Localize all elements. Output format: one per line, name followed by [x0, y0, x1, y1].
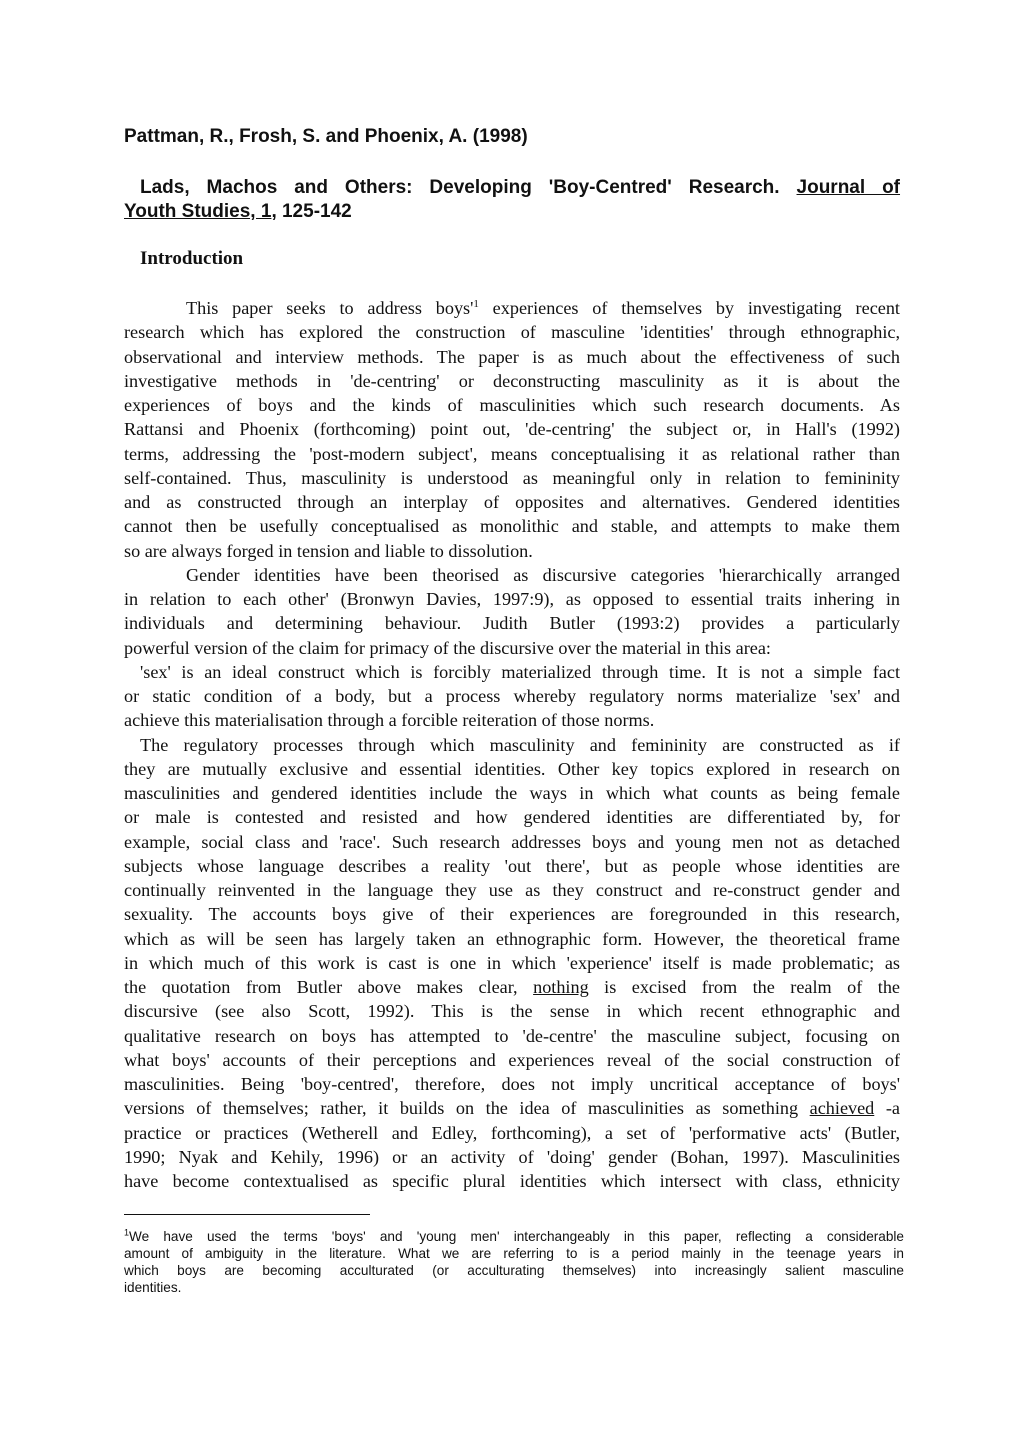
journal-name-part1: Journal of [796, 177, 901, 198]
paragraph-3-line [124, 975, 900, 999]
footnote-line [124, 1228, 904, 1245]
text-span: This paper seeks to address boys' [186, 298, 474, 318]
section-heading-introduction: Introduction [140, 248, 244, 269]
paragraph-3-line: which as will be seen has largely taken an ethnographic form. However, the theoretical frame [124, 928, 900, 949]
paragraph-3-line: example, social class and 'race'. Such research addresses boys and young men not as detached [124, 831, 900, 852]
text-span: We have used the terms 'boys' and 'young men' interchangeably in this paper, reflecting a considerable [129, 1229, 904, 1244]
footnote-line: identities. [124, 1280, 182, 1295]
paragraph-1-line: self-contained. Thus, masculinity is understood as meaningful only in relation to femininity [124, 467, 900, 488]
paragraph-3-line: sexuality. The accounts boys give of their experiences are foregrounded in this research, [124, 904, 900, 925]
paragraph-2-line: individuals and determining behaviour. Judith Butler (1993:2) provides a particularly [124, 613, 900, 634]
citation-authors: Pattman, R., Frosh, S. and Phoenix, A. (1998) [124, 126, 528, 147]
paragraph-2-line: in relation to each other' (Bronwyn Davies, 1997:9), as opposed to essential traits inhering in [124, 589, 900, 609]
footnote-line: amount of ambiguity in the literature. What we are referring to is a period mainly in the teenage years in [124, 1246, 904, 1261]
paragraph-3-line: they are mutually exclusive and essential identities. Other key topics explored in research on [124, 758, 900, 779]
footnote-reference: 1 [473, 297, 479, 310]
text-span: versions of themselves; rather, it builds on the idea of masculinities as something [124, 1098, 810, 1119]
paragraph-3-line [124, 1096, 900, 1120]
footnote-line: which boys are becoming acculturated (or acculturating themselves) into increasingly salient masculine [124, 1263, 904, 1278]
citation-journal-line [124, 200, 900, 224]
paragraph-1-line: experiences of boys and the kinds of masculinities which such research documents. As [124, 395, 900, 415]
block-quote-line: 'sex' is an ideal construct which is forcibly materialized through time. It is not a simple fact [140, 661, 900, 682]
block-quote-line: or static condition of a body, but a process whereby regulatory norms materialize 'sex' and [124, 686, 900, 706]
emphasis-achieved: achieved [809, 1098, 875, 1119]
footnote-divider [124, 1214, 370, 1215]
paragraph-3-line: The regulatory processes through which masculinity and femininity are constructed as if [140, 734, 900, 755]
paragraph-3-line: qualitative research on boys has attempted to 'de-centre' the masculine subject, focusing on [124, 1025, 900, 1046]
paragraph-3-line: continually reinvented in the language they use as they construct and re-construct gender and [124, 880, 900, 900]
text-span: experiences of themselves by investigating recent [478, 298, 900, 318]
article-title: Lads, Machos and Others: Developing 'Boy-Centred' Research. [140, 177, 780, 198]
footnote-marker: 1 [124, 1228, 130, 1238]
paragraph-2-line: powerful version of the claim for primacy of the discursive over the material in this area: [124, 637, 771, 658]
paragraph-3-line: discursive (see also Scott, 1992). This is the sense in which recent ethnographic and [124, 1001, 900, 1022]
paragraph-1-line: Rattansi and Phoenix (forthcoming) point out, 'de-centring' the subject or, in Hall's (1992) [124, 419, 900, 440]
citation-title-line [124, 176, 900, 200]
paragraph-3-line: subjects whose language describes a reality 'out there', but as people whose identities are [124, 855, 900, 876]
paragraph-1-line: investigative methods in 'de-centring' or deconstructing masculinity as it is about the [124, 370, 900, 391]
body-text [124, 296, 900, 1193]
paragraph-1-line: terms, addressing the 'post-modern subject', means conceptualising it as relational rather than [124, 443, 900, 464]
paragraph-3-line: have become contextualised as specific plural identities which intersect with class, ethnicity [124, 1171, 900, 1191]
citation-title-block [124, 176, 900, 224]
paragraph-1-line: observational and interview methods. The paper is as much about the effectiveness of such [124, 346, 900, 367]
footnote [124, 1228, 904, 1296]
paragraph-1-line: and as constructed through an interplay of opposites and alternatives. Gendered identities [124, 492, 900, 512]
paragraph-3-line: what boys' accounts of their perceptions and experiences reveal of the social construction of [124, 1049, 900, 1070]
emphasis-nothing: nothing [533, 977, 589, 997]
paragraph-3-line: masculinities and gendered identities include the ways in which what counts as being female [124, 783, 900, 803]
paragraph-3-line: masculinities. Being 'boy-centred', therefore, does not imply uncritical acceptance of boys' [124, 1074, 900, 1094]
paragraph-3-line: 1990; Nyak and Kehily, 1996) or an activity of 'doing' gender (Bohan, 1997). Masculinities [124, 1146, 900, 1167]
paragraph-1-line: so are always forged in tension and liable to dissolution. [124, 540, 533, 561]
text-span: -a [874, 1098, 900, 1119]
block-quote-line: achieve this materialisation through a forcible reiteration of those norms. [124, 710, 655, 731]
paragraph-1-line: cannot then be usefully conceptualised as monolithic and stable, and attempts to make them [124, 516, 900, 537]
paragraph-3-line: practice or practices (Wetherell and Edley, forthcoming), a set of 'performative acts' (Butler, [124, 1122, 900, 1143]
paragraph-1-line: research which has explored the construction of masculine 'identities' through ethnographic, [124, 322, 900, 343]
text-span: the quotation from Butler above makes clear, [124, 977, 534, 997]
citation-pages: , 125-142 [271, 201, 352, 222]
paragraph-3-line: in which much of this work is cast is one in which 'experience' itself is made problematic; as [124, 952, 900, 973]
journal-name-part2: Youth Studies, 1 [124, 201, 272, 222]
paragraph-1-line [124, 296, 900, 320]
paragraph-3-line: or male is contested and resisted and how gendered identities are differentiated by, for [124, 807, 900, 828]
paragraph-2-line: Gender identities have been theorised as discursive categories 'hierarchically arranged [186, 564, 900, 585]
text-span: is excised from the realm of the [588, 977, 900, 997]
